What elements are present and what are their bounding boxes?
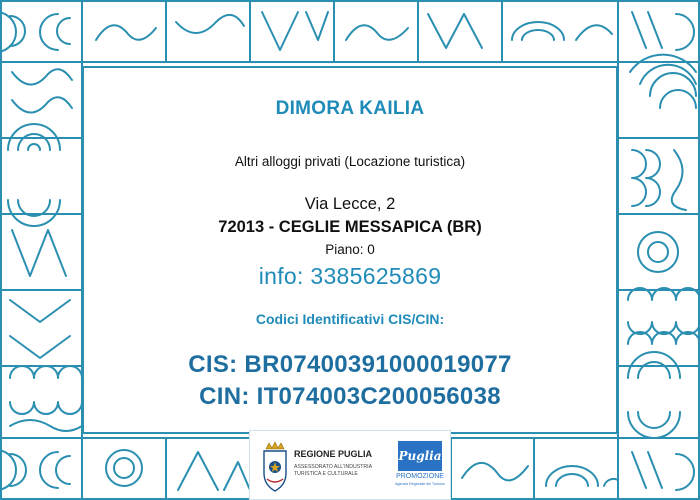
agency-label: Agenzia Regionale del Turismo xyxy=(395,482,445,486)
region-title: REGIONE PUGLIA xyxy=(294,449,373,459)
top-row-motifs xyxy=(0,12,694,52)
floor-label: Piano: 0 xyxy=(325,242,375,257)
address-street: Via Lecce, 2 xyxy=(304,195,396,213)
regione-puglia-emblem-icon xyxy=(260,439,290,493)
right-column-motifs xyxy=(628,55,700,438)
left-column-motifs xyxy=(8,69,82,431)
business-name: DIMORA KAILIA xyxy=(275,98,425,119)
sponsor-logos xyxy=(249,430,451,500)
puglia-promozione-logo xyxy=(394,441,446,495)
region-subtitle-line2: TURISTICA E CULTURALE xyxy=(294,471,358,477)
cin-code: CIN: IT074003C200056038 xyxy=(199,383,501,410)
region-subtitle-line1: ASSESSORATO ALL'INDUSTRIA xyxy=(294,464,373,470)
info-panel xyxy=(82,66,618,434)
region-subtitle xyxy=(294,464,386,478)
cis-code: CIS: BR07400391000019077 xyxy=(188,351,512,378)
codes-heading: Codici Identificativi CIS/CIN: xyxy=(255,311,445,327)
phone-info: info: 3385625869 xyxy=(258,263,442,289)
puglia-logo-mark: Puglia xyxy=(398,441,442,471)
promozione-label: PROMOZIONE xyxy=(396,473,444,480)
address-city: 72013 - CEGLIE MESSAPICA (BR) xyxy=(218,218,482,236)
accommodation-type: Altri alloggi privati (Locazione turistica) xyxy=(234,154,466,169)
